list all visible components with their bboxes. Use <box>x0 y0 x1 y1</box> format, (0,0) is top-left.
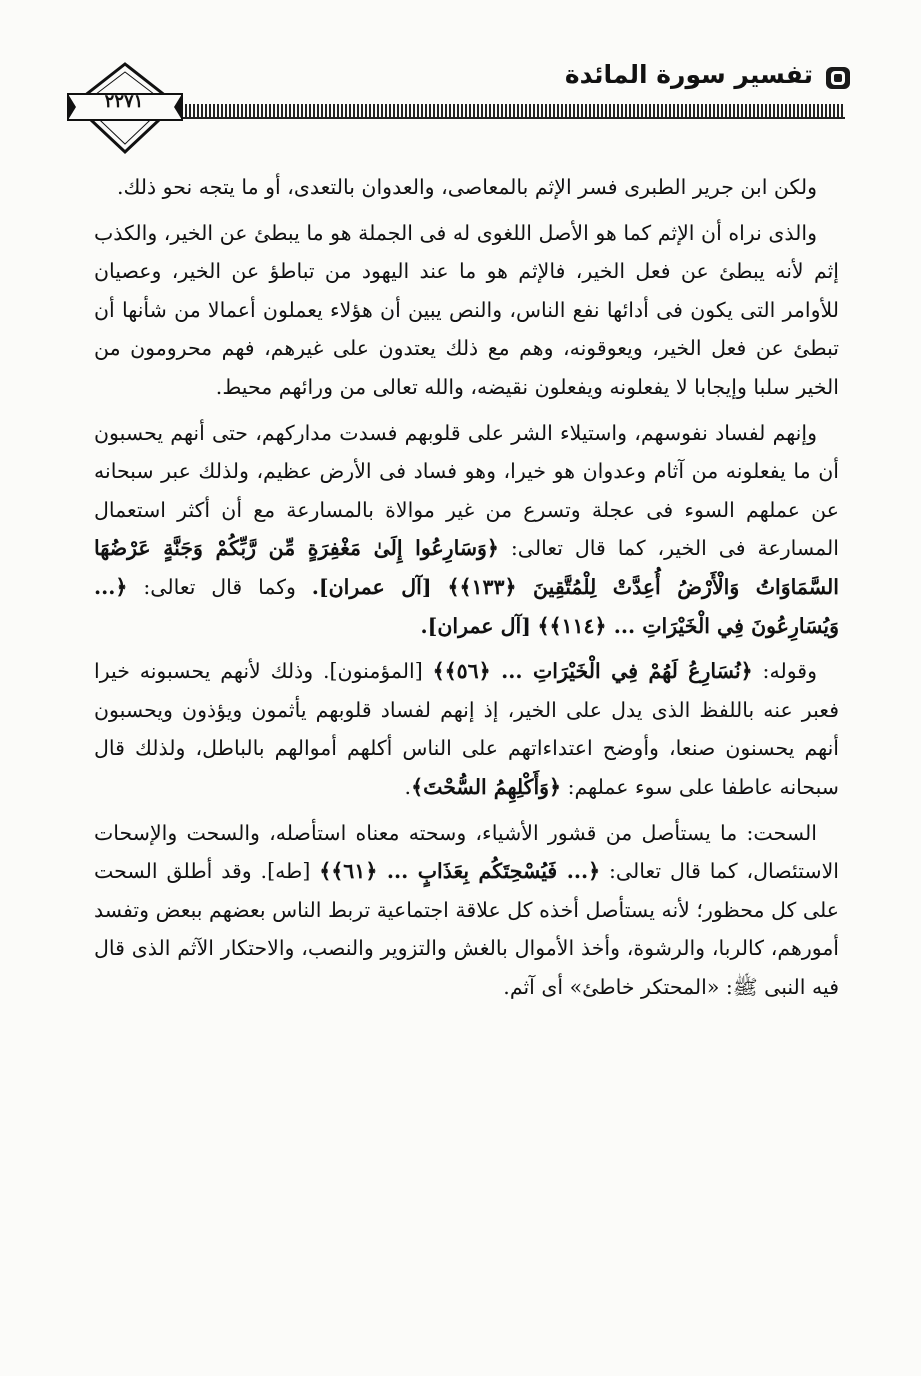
surah-reference: [آل عمران]. <box>311 574 432 599</box>
paragraph-text: السحت: ما يستأصل من قشور الأشياء، وسحته معناه استأصله، والسحت والإسحات الاستئصال، كما قال تعالى: <box>94 820 839 884</box>
quran-verse: ﴿وَأَكْلِهِمُ السُّحْتَ﴾ <box>411 774 562 799</box>
surah-reference: [آل عمران]. <box>420 613 531 638</box>
page-number: ٢٢٧١ <box>104 91 144 112</box>
quran-verse: ﴿... وَيُسَارِعُونَ فِي الْخَيْرَاتِ ... ﴿١١٤﴾﴾ <box>94 574 839 638</box>
paragraph-text: وإنهم لفساد نفوسهم، واستيلاء الشر على قلوبهم فسدت مداركهم، حتى أنهم يحسبون أن ما يفعلونه من آثام وعدوان هو خيرا، وهو فساد فى الأرض عظيم، ولذلك عبر سبحانه عن عملهم السوء فى عجلة وتسرع من غير موالاة بالمسارعة مع أن أكثر استعمال المسارعة فى الخير، كما قال تعالى: <box>94 420 839 561</box>
paragraph-text: وكما قال تعالى: <box>143 574 296 599</box>
header-rule <box>165 104 845 118</box>
paragraph-text: [طه]. وقد أطلق السحت على كل محظور؛ لأنه يستأصل أخذه كل علاقة اجتماعية تربط الناس بعضهم ببعض وتفسد أمورهم، كالربا، والرشوة، وأخذ الأموال بالغش والتزوير والنصب، والاحتكار الآثم الذى قال فيه النبى ﷺ: «المحتكر خاطئ» أى آثم. <box>94 859 839 999</box>
running-title: تفسير سورة المائدة <box>564 60 813 89</box>
paragraph-text: وقوله: <box>762 659 817 684</box>
paragraph <box>94 414 839 646</box>
paragraph <box>94 652 839 806</box>
paragraph <box>94 814 839 1007</box>
body-text <box>94 168 839 1013</box>
page-header <box>0 0 921 170</box>
bullet-ornament-icon <box>822 64 854 92</box>
paragraph-text: . <box>404 774 412 799</box>
quran-verse: ﴿... فَيُسْحِتَكُم بِعَذَابٍ ... ﴿٦١﴾﴾ <box>319 859 601 884</box>
paragraph: والذى نراه أن الإثم كما هو الأصل اللغوى له فى الجملة هو ما يبطئ عن الخير، والكذب إثم لأنه يبطئ عن فعل الخير، فالإثم هو ما عند اليهود من تباطؤ عن الخير، وعصيان للأوامر التى يكون فى أدائها نفع الناس، والنص يبين أن هؤلاء يعملون أعمالا من شأنها أن تبطئ عن فعل الخير، ويعوقونه، وهم مع ذلك يعتدون على غيرهم، فهم محرومون من الخير سلبا وإيجابا لا يفعلونه ويفعلون نقيضه، والله تعالى من ورائهم محيط. <box>94 220 839 399</box>
paragraph: ولكن ابن جرير الطبرى فسر الإثم بالمعاصى، والعدوان بالتعدى، أو ما يتجه نحو ذلك. <box>117 175 817 199</box>
quran-verse: ﴿وَسَارِعُوا إِلَىٰ مَغْفِرَةٍ مِّن رَّبِّكُمْ وَجَنَّةٍ عَرْضُهَا السَّمَاوَاتُ وَالْأَرْضُ أُعِدَّتْ لِلْمُتَّقِينَ ﴿١٣٣﴾﴾ <box>94 536 839 599</box>
quran-verse: ﴿نُسَارِعُ لَهُمْ فِي الْخَيْرَاتِ ... ﴿٥٦﴾﴾ <box>432 659 753 684</box>
paragraph-text: [المؤمنون]. وذلك لأنهم يحسبونه خيرا فعبر عنه باللفظ الذى يدل على الخير، إذ إنهم لفساد قلوبهم يأثمون ويؤذون ويحسبون أنهم يحسنون صنعا، وأوضح اعتداءاتهم على الناس أكلهم أموالهم بالباطل، ولذلك قال سبحانه عاطفا على سوء عملهم: <box>94 659 839 799</box>
